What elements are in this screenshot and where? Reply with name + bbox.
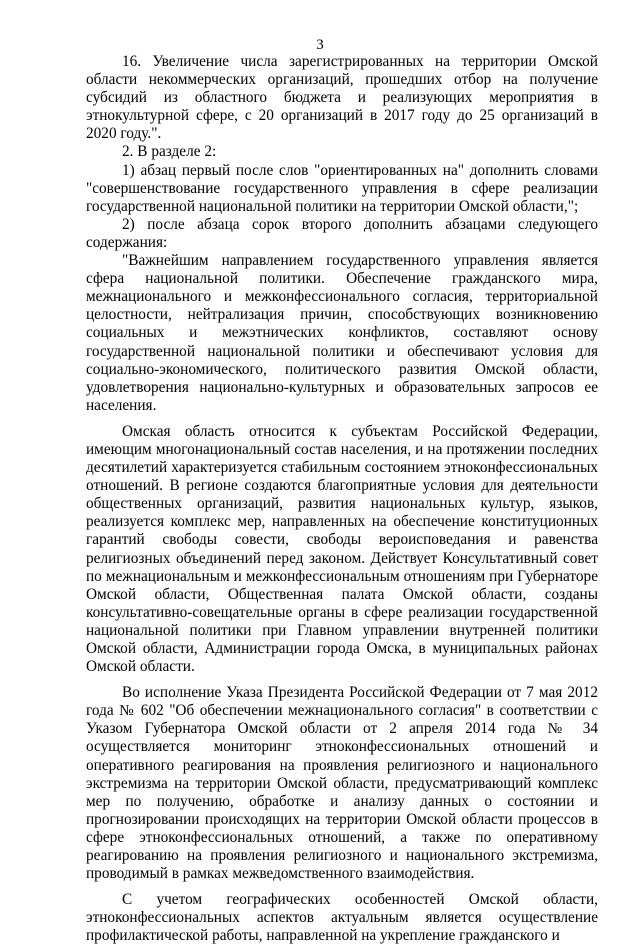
paragraph-section-2-heading: 2. В разделе 2: (122, 143, 217, 161)
paragraph-omsk-region: Омская область относится к субъектам Российской Федерации, имеющим многонациональный состав населения, и на протяжении последних десятилетий характеризуется стабильным состоянием этноконфессиональных отношений. В регионе создаются благоприятные условия для деятельности общественных организаций, развития национальных культур, языков, реализуется комплекс мер, направленных на обеспечение конституционных гарантий свободы совести, свободы вероисповедания и равенства религиозных объединений перед законом. Действует Консультативный совет по межнациональным и межконфессиональным отношениям при Губернаторе Омской области, Общественная палата Омской области, созданы консультативно-совещательные органы в сфере реализации государственной национальной политики при Главном управлении внутренней политики Омской области, Администрации города Омска, в муниципальных районах Омской области. (86, 422, 598, 676)
paragraph-prevention-work: С учетом географических особенностей Омской области, этноконфессиональных аспектов актуальным является осуществление профилактической работы, направленной на укрепление гражданского и (86, 891, 598, 945)
paragraph-subitem-2: 2) после абзаца сорок второго дополнить абзацами следующего содержания: (86, 215, 598, 251)
page-number: 3 (316, 37, 324, 53)
document-body (86, 53, 598, 946)
paragraph-decree-monitoring: Во исполнение Указа Президента Российской Федерации от 7 мая 2012 года № 602 "Об обеспечении межнационального согласия" в соответствии с Указом Губернатора Омской области от 2 апреля 2014 года № 34 осуществляется мониторинг этноконфессиональных отношений и оперативного реагирования на проявления религиозного и национального экстремизма на территории Омской области, предусматривающий комплекс мер по получению, обработке и анализу данных о состоянии и прогнозировании происходящих на территории Омской области процессов в сфере этноконфессиональных отношений, а также по оперативному реагированию на проявления религиозного и национального экстремизма, проводимый в рамках межведомственного взаимодействия. (86, 684, 598, 883)
paragraph-item-16: 16. Увеличение числа зарегистрированных на территории Омской области некоммерческих организаций, прошедших отбор на получение субсидий из областного бюджета и реализующих мероприятия в этнокультурной сфере, с 20 организаций в 2017 году до 25 организаций в 2020 году.". (86, 53, 598, 143)
paragraph-subitem-1: 1) абзац первый после слов "ориентированных на" дополнить словами "совершенствование государственного управления в сфере реализации государственной национальной политики на территории Омской области,"; (86, 161, 598, 215)
paragraph-national-policy: "Важнейшим направлением государственного управления является сфера национальной политики. Обеспечение гражданского мира, межнационального и межконфессионального согласия, территориальной целостности, нейтрализация причин, способствующих возникновению социальных и межэтнических конфликтов, составляют основу государственной национальной политики и обеспечивают условия для социально-экономического, политического развития Омской области, удовлетворения национально-культурных и образовательных запросов ее населения. (86, 252, 598, 414)
